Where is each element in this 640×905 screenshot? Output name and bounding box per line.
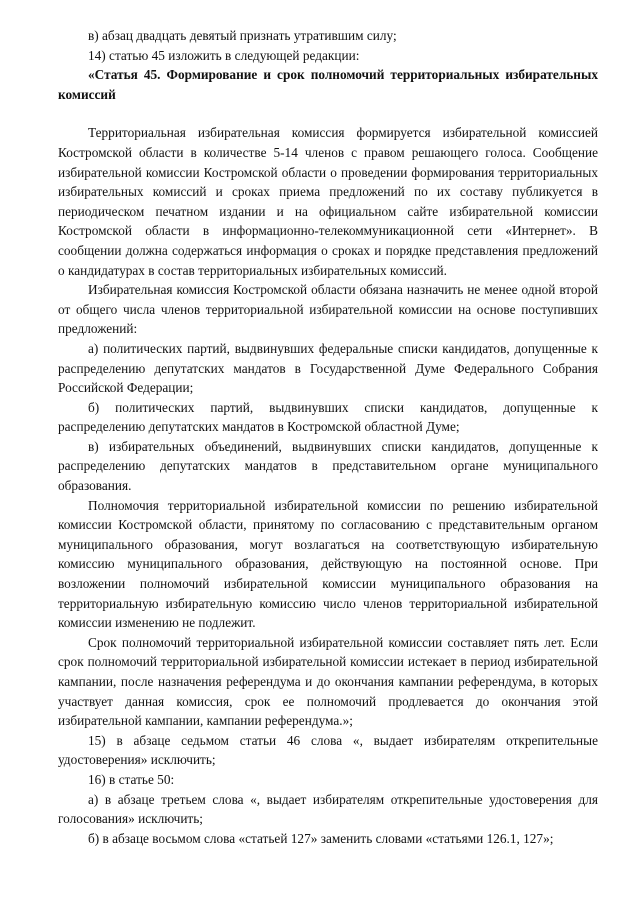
article-heading: «Статья 45. Формирование и срок полномочий территориальных избирательных комиссий: [58, 67, 598, 102]
list-item: а) политических партий, выдвинувших федеральные списки кандидатов, допущенные к распределению депутатских мандатов в Государственной Думе Федерального Собрания Российской Федерации;: [58, 340, 598, 396]
list-item: б) политических партий, выдвинувших списки кандидатов, допущенные к распределению депутатских мандатов в Костромской областной Думе;: [58, 399, 598, 435]
blank-line: [58, 104, 598, 123]
list-item: б) в абзаце восьмом слова «статьей 127» заменить словами «статьями 126.1, 127»;: [88, 830, 554, 846]
paragraph: Полномочия территориальной избирательной комиссии по решению избирательной комиссии Костромской области, принятому по согласованию с представительным органом муниципального образования, могут возлагаться на соответствующую избирательную комиссию муниципального образования, действующую на постоянной основе. При возложении полномочий избирательной комиссии муниципального образования на территориальную избирательную комиссию число членов территориальной избирательной комиссии изменению не подлежит.: [58, 497, 598, 631]
paragraph: Срок полномочий территориальной избирательной комиссии составляет пять лет. Если срок полномочий территориальной избирательной комиссии истекает в период избирательной кампании, после назначения референдума и до окончания кампании референдума, в которых участвует данная комиссия, срок ее полномочий продлевается до окончания этой избирательной кампании, кампании референдума.»;: [58, 634, 598, 729]
paragraph: 16) в статье 50:: [88, 771, 175, 787]
list-item: в) избирательных объединений, выдвинувших списки кандидатов, допущенные к распределению депутатских мандатов в представительном органе муниципального образования.: [58, 438, 598, 494]
text-line: 14) статью 45 изложить в следующей редакции:: [88, 47, 360, 63]
paragraph: 15) в абзаце седьмом статьи 46 слова «, выдает избирателям открепительные удостоверения» исключить;: [58, 732, 598, 768]
document-page: [58, 26, 598, 848]
list-item: а) в абзаце третьем слова «, выдает избирателям открепительные удостоверения для голосования» исключить;: [58, 791, 598, 827]
paragraph: Территориальная избирательная комиссия формируется избирательной комиссией Костромской области в количестве 5-14 членов с правом решающего голоса. Сообщение избирательной комиссии Костромской области о проведении формирования территориальных избирательных комиссий и сроках приема предложений по их составу публикуется в периодическом печатном издании и на официальном сайте избирательной комиссии Костромской области в информационно-телекоммуникационной сети «Интернет». В сообщении должна содержаться информация о сроках и порядке представления предложений о кандидатурах в состав территориальных избирательных комиссий.: [58, 125, 598, 278]
paragraph: Избирательная комиссия Костромской области обязана назначить не менее одной второй от общего числа членов территориальной избирательной комиссии на основе поступивших предложений:: [58, 282, 598, 337]
text-line: в) абзац двадцать девятый признать утратившим силу;: [88, 28, 397, 43]
